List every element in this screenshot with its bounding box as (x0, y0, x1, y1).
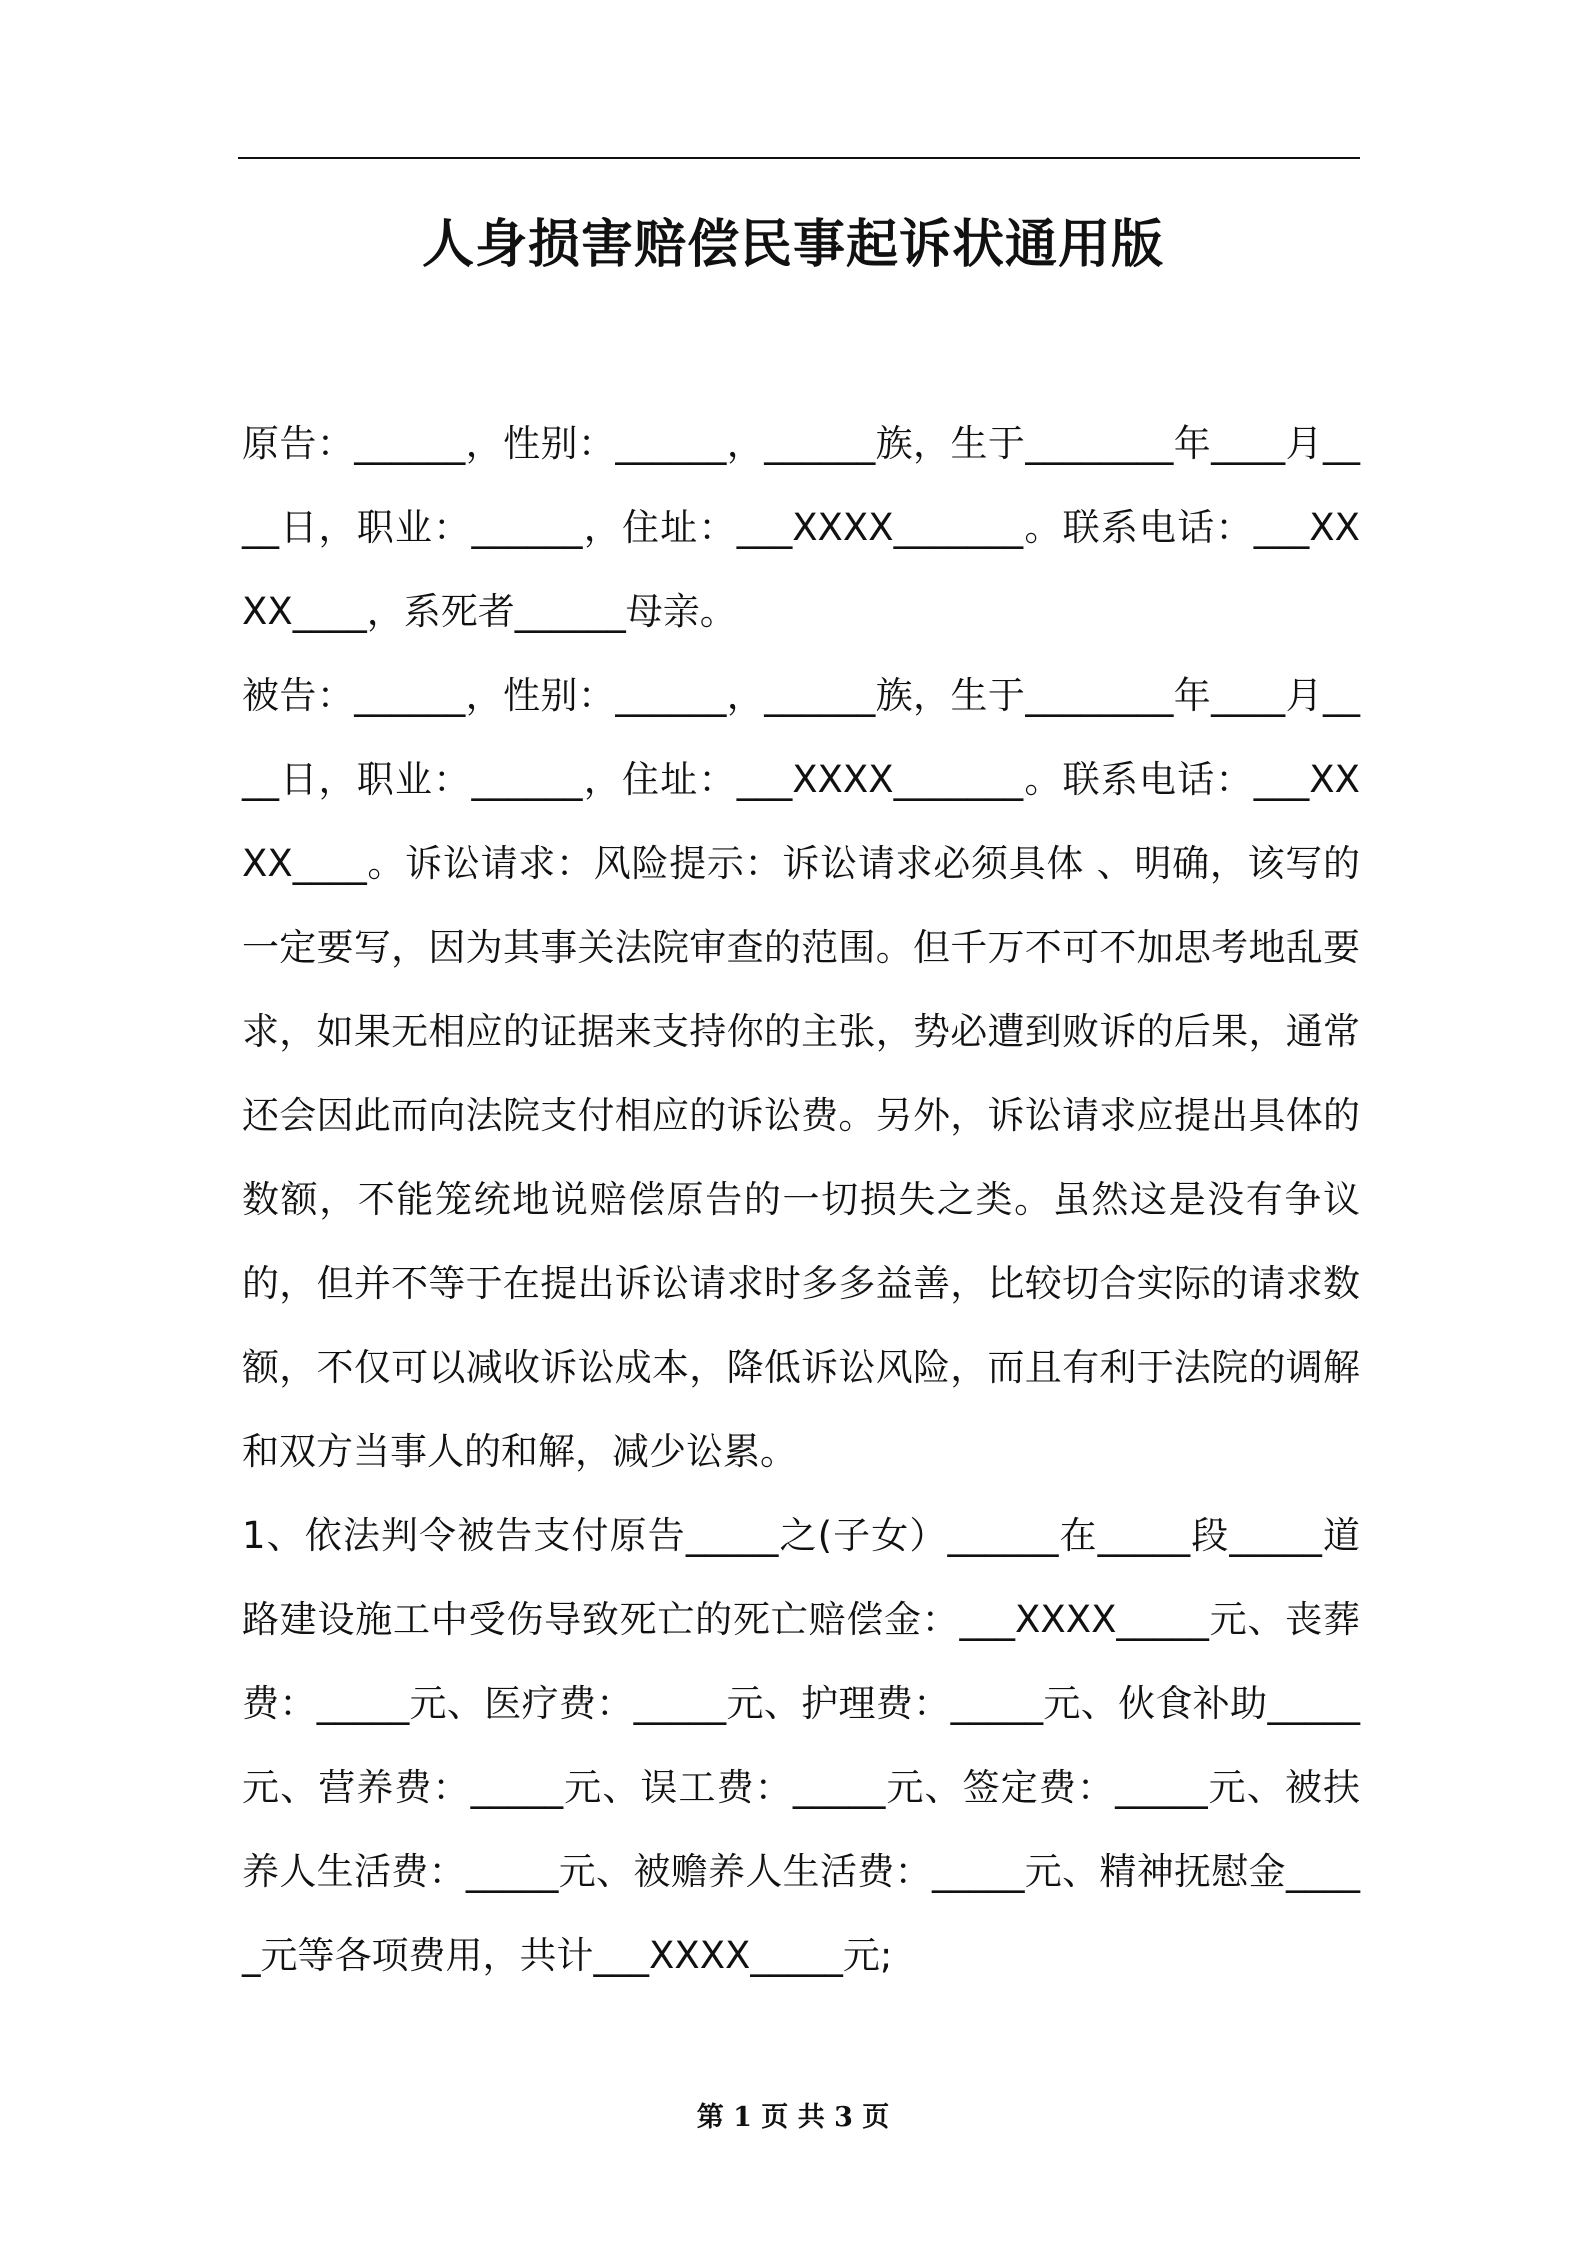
defendant-paragraph: 被告：______，性别：______，______族，生于________年____月____日，职业：______，住址：___XXXX_______。联系电话：___XXXX____。诉讼请求：风险提示：诉讼请求必须具体 、明确，该写的一定要写，因为其事关法院审查的范围。但千万不可不加思考地乱要求，如果无相应的证据来支持你的主张，势必遭到败诉的后果，通常还会因此而向法院支付相应的诉讼费。另外，诉讼请求应提出具体的数额，不能笼统地说赔偿原告的一切损失之类。虽然这是没有争议的，但并不等于在提出诉讼请求时多多益善，比较切合实际的请求数额，不仅可以减收诉讼成本，降低诉讼风险，而且有利于法院的调解和双方当事人的和解，减少讼累。 (242, 674, 1360, 1473)
page-number-footer: 第 1 页 共 3 页 (696, 2102, 890, 2133)
plaintiff-paragraph: 原告：______，性别：______，______族，生于________年____月____日，职业：______，住址：___XXXX_______。联系电话：___XXXX____，系死者______母亲。 (242, 422, 1360, 633)
document-body (242, 402, 1360, 1998)
claim-item-1-paragraph: 1、依法判令被告支付原告_____之(子女）______在_____段_____道路建设施工中受伤导致死亡的死亡赔偿金：___XXXX_____元、丧葬费：_____元、医疗费：_____元、护理费：_____元、伙食补助_____元、营养费：_____元、误工费：_____元、签定费：_____元、被扶养人生活费：_____元、被赡养人生活费：_____元、精神抚慰金_____元等各项费用，共计___XXXX_____元; (242, 1514, 1360, 1977)
document-title: 人身损害赔偿民事起诉状通用版 (421, 215, 1164, 275)
header-rule (238, 157, 1360, 159)
